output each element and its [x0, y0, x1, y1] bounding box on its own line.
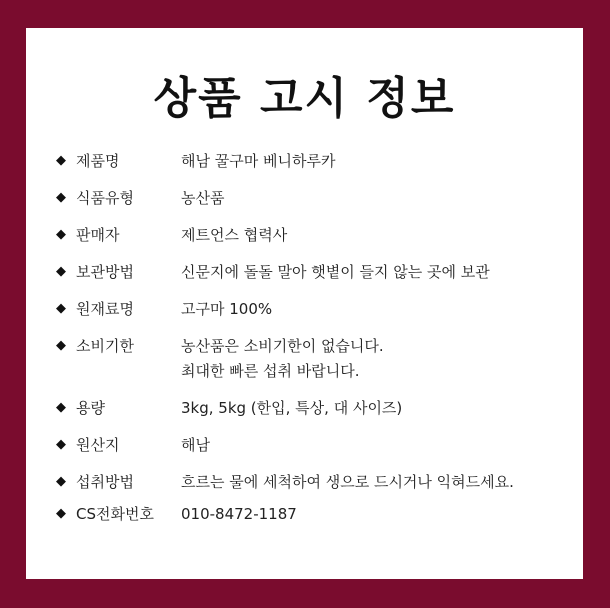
value-line: 010-8472-1187 — [181, 505, 297, 523]
row-value — [181, 503, 576, 525]
diamond-bullet-icon: ◆ — [56, 227, 66, 242]
row-value — [181, 187, 576, 209]
info-row-product-name — [56, 150, 576, 172]
info-row-ingredients — [56, 298, 576, 320]
row-value — [181, 224, 576, 246]
row-value — [181, 150, 576, 172]
value-line: 해남 — [181, 436, 210, 454]
info-row-intake-method — [56, 471, 576, 493]
diamond-bullet-icon: ◆ — [56, 301, 66, 316]
info-row-origin — [56, 434, 576, 456]
info-row-capacity — [56, 397, 576, 419]
info-list — [56, 150, 576, 525]
row-value — [181, 261, 576, 283]
row-label: 판매자 — [76, 226, 120, 244]
value-line: 최대한 빠른 섭취 바랍니다. — [181, 362, 360, 380]
diamond-bullet-icon: ◆ — [56, 264, 66, 279]
row-value — [181, 434, 576, 456]
diamond-bullet-icon: ◆ — [56, 400, 66, 415]
info-row-food-type — [56, 187, 576, 209]
row-label: 용량 — [76, 399, 105, 417]
page-title: 상품 고시 정보 — [153, 73, 456, 124]
value-line: 해남 꿀구마 베니하루카 — [181, 152, 336, 170]
row-label: 식품유형 — [76, 189, 134, 207]
value-line: 농산품 — [181, 189, 225, 207]
value-line: 농산품은 소비기한이 없습니다. — [181, 337, 384, 355]
info-row-expiry — [56, 335, 576, 382]
diamond-bullet-icon: ◆ — [56, 474, 66, 489]
row-value — [181, 298, 576, 320]
row-label: 보관방법 — [76, 263, 134, 281]
diamond-bullet-icon: ◆ — [56, 153, 66, 168]
row-label: CS전화번호 — [76, 505, 154, 523]
diamond-bullet-icon: ◆ — [56, 506, 66, 521]
row-label: 제품명 — [76, 152, 120, 170]
info-row-seller — [56, 224, 576, 246]
row-value — [181, 335, 576, 382]
info-row-cs-phone — [56, 503, 576, 525]
row-label: 섭취방법 — [76, 473, 134, 491]
value-line: 흐르는 물에 세척하여 생으로 드시거나 익혀드세요. — [181, 473, 514, 491]
row-value — [181, 397, 576, 419]
info-row-storage — [56, 261, 576, 283]
row-label: 원재료명 — [76, 300, 134, 318]
row-label: 소비기한 — [76, 337, 134, 355]
value-line: 제트언스 협력사 — [181, 226, 288, 244]
value-line: 신문지에 돌돌 말아 햇볕이 들지 않는 곳에 보관 — [181, 263, 490, 281]
info-card — [26, 28, 583, 579]
diamond-bullet-icon: ◆ — [56, 338, 66, 353]
row-label: 원산지 — [76, 436, 120, 454]
value-line: 고구마 100% — [181, 300, 273, 318]
value-line: 3kg, 5kg (한입, 특상, 대 사이즈) — [181, 399, 403, 417]
diamond-bullet-icon: ◆ — [56, 190, 66, 205]
row-value — [181, 471, 576, 493]
diamond-bullet-icon: ◆ — [56, 437, 66, 452]
